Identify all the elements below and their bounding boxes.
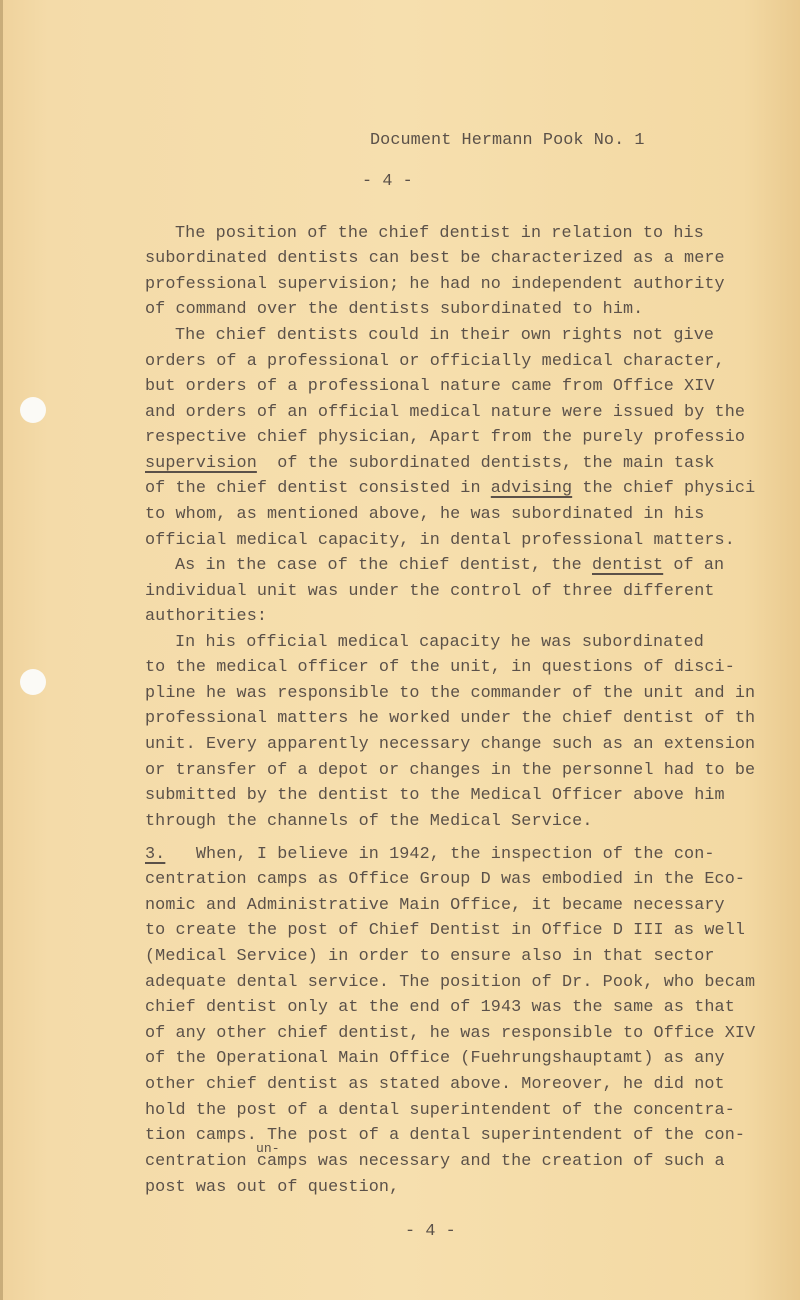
handwritten-insertion: un- [256,1141,280,1156]
document-title: Document Hermann Pook No. 1 [370,131,645,150]
text-segment: of any other chief dentist, he was responsible to Office XIV [145,1024,756,1043]
text-segment: orders of a professional or officially medical character, [145,352,725,371]
text-line [145,531,735,551]
text-segment: subordinated dentists can best be characterized as a mere [145,249,725,268]
text-segment: respective chief physician, Apart from the purely professio [145,428,746,447]
text-segment: of an [663,556,725,575]
text-segment: of the Operational Main Office (Fuehrungshauptamt) as any [145,1049,725,1068]
text-segment: of the chief dentist consisted in [145,479,491,498]
text-segment: but orders of a professional nature came from Office XIV [145,377,715,396]
text-line [145,607,267,627]
text-segment: nomic and Administrative Main Office, it became necessary [145,896,725,915]
text-line [145,300,643,320]
text-line [145,377,715,397]
text-line [145,786,725,806]
underlined-text: supervision [145,454,257,473]
text-line [145,1049,725,1069]
text-segment: through the channels of the Medical Service. [145,812,593,831]
page-number-bottom: - 4 - [405,1222,456,1241]
text-line [145,1152,725,1172]
text-segment: centration camps as Office Group D was embodied in the Eco- [145,870,746,889]
text-line [145,845,715,865]
text-segment: individual unit was under the control of three different [145,582,715,601]
text-line [145,428,745,448]
text-segment: professional supervision; he had no independent authority [145,275,725,294]
text-line [145,1101,735,1121]
text-line [145,870,745,890]
text-segment: (Medical Service) in order to ensure also in that sector [145,947,715,966]
text-segment: adequate dental service. The position of Dr. Pook, who becam [145,973,756,992]
text-line [175,633,704,653]
text-line [145,249,725,269]
text-segment: professional matters he worked under the chief dentist of th [145,709,756,728]
punch-hole [20,397,46,423]
underlined-text: advising [490,479,573,498]
underlined-text: 3. [145,845,166,864]
text-line [145,352,725,372]
text-segment: post was out of question, [145,1178,400,1197]
text-line [145,454,715,474]
text-line [175,556,724,576]
text-line [145,709,755,729]
text-line [145,1178,399,1198]
text-line [145,684,755,704]
text-line [145,735,755,755]
text-segment: of the subordinated dentists, the main task [256,454,715,473]
punch-hole [20,669,46,695]
text-line [145,658,735,678]
text-line [145,947,715,967]
text-segment: The position of the chief dentist in relation to his [175,224,704,243]
text-segment: chief dentist only at the end of 1943 was the same as that [145,998,735,1017]
text-segment: hold the post of a dental superintendent of the concentra- [145,1101,735,1120]
text-line [175,224,704,244]
text-segment: to create the post of Chief Dentist in Office D III as well [145,921,746,940]
text-line [145,812,593,832]
text-segment: unit. Every apparently necessary change such as an extension [145,735,756,754]
underlined-text: dentist [592,556,664,575]
text-line [145,479,755,499]
text-segment: of command over the dentists subordinated to him. [145,300,644,319]
text-segment: other chief dentist as stated above. Moreover, he did not [145,1075,725,1094]
text-segment: The chief dentists could in their own rights not give [175,326,715,345]
text-line [145,973,755,993]
text-segment: submitted by the dentist to the Medical Officer above him [145,786,725,805]
text-line [145,582,715,602]
text-line [145,1024,755,1044]
text-segment: In his official medical capacity he was subordinated [175,633,704,652]
text-segment: authorities: [145,607,268,626]
text-segment: When, I believe in 1942, the inspection of the con- [165,845,715,864]
text-segment: to whom, as mentioned above, he was subordinated in his [145,505,705,524]
text-segment: and orders of an official medical nature were issued by the [145,403,746,422]
text-line [175,326,714,346]
text-segment: or transfer of a depot or changes in the personnel had to be [145,761,756,780]
text-line [145,921,745,941]
text-segment: to the medical officer of the unit, in questions of disci- [145,658,735,677]
text-line [145,896,725,916]
text-segment: official medical capacity, in dental professional matters. [145,531,735,550]
page-number-top: - 4 - [362,172,413,191]
text-segment: tion camps. The post of a dental superintendent of the con- [145,1126,746,1145]
text-line [145,505,704,525]
page-edge [0,0,3,1300]
text-line [145,275,725,295]
text-line [145,403,745,423]
text-line [145,761,755,781]
text-segment: As in the case of the chief dentist, the [175,556,592,575]
text-line [145,1126,745,1146]
text-segment: centration camps was necessary and the creation of such a [145,1152,725,1171]
text-segment: the chief physici [572,479,756,498]
text-line [145,998,735,1018]
text-line [145,1075,725,1095]
text-segment: pline he was responsible to the commander of the unit and in [145,684,756,703]
